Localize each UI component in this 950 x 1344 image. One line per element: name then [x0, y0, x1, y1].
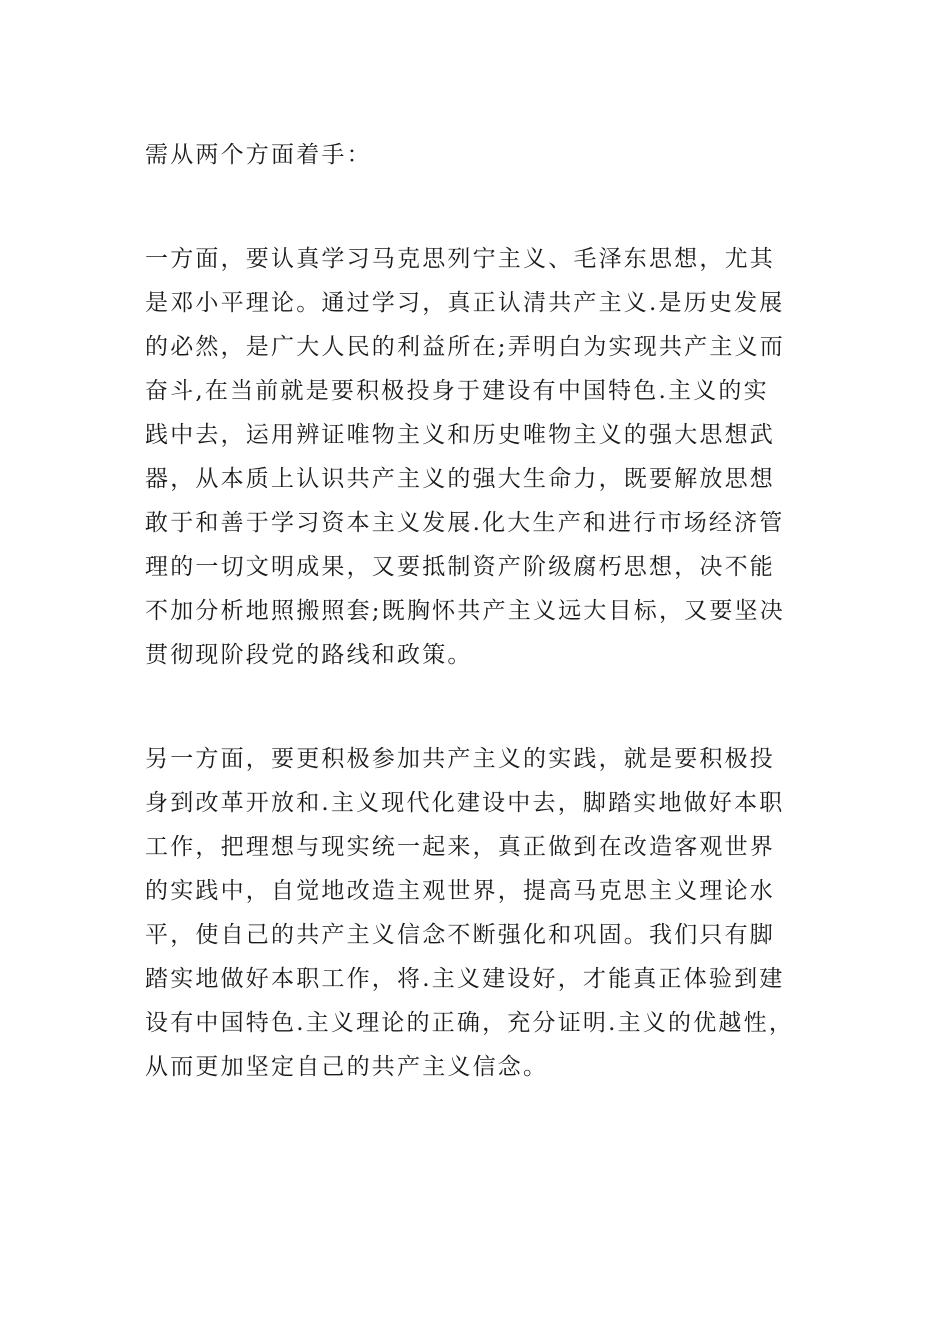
text-line: 贯彻现阶段党的路线和政策。 [145, 642, 473, 668]
paragraph-spacer [145, 177, 810, 237]
text-line: 器，从本质上认识共产主义的强大生命力，既要解放思想 [145, 466, 775, 492]
text-line: 理的一切文明成果，又要抵制资产阶级腐朽思想，决不能 [145, 554, 775, 580]
text-line: 不加分析地照搬照套;既胸怀共产主义远大目标，又要坚决 [145, 598, 785, 624]
text-line: 平，使自己的共产主义信念不断强化和巩固。我们只有脚 [145, 922, 775, 948]
paragraph-spacer [145, 677, 810, 737]
text-line: 另一方面，要更积极参加共产主义的实践，就是要积极投 [145, 746, 775, 772]
text-line: 需从两个方面着手： [145, 142, 372, 168]
paragraph-one [145, 237, 810, 677]
document-body [145, 133, 810, 1089]
text-line: 的实践中，自觉地改造主观世界，提高马克思主义理论水 [145, 878, 775, 904]
text-line: 一方面，要认真学习马克思列宁主义、毛泽东思想，尤其 [145, 246, 775, 272]
text-line: 从而更加坚定自己的共产主义信念。 [145, 1054, 549, 1080]
text-line: 的必然，是广大人民的利益所在;弄明白为实现共产主义而 [145, 334, 785, 360]
paragraph-two [145, 737, 810, 1089]
text-line: 奋斗,在当前就是要积极投身于建设有中国特色.主义的实 [145, 378, 769, 404]
text-line: 工作，把理想与现实统一起来，真正做到在改造客观世界 [145, 834, 775, 860]
text-line: 身到改革开放和.主义现代化建设中去，脚踏实地做好本职 [145, 790, 785, 816]
intro-paragraph [145, 133, 810, 177]
text-line: 踏实地做好本职工作，将.主义建设好，才能真正体验到建 [145, 966, 785, 992]
text-line: 敢于和善于学习资本主义发展.化大生产和进行市场经济管 [145, 510, 785, 536]
text-line: 践中去，运用辨证唯物主义和历史唯物主义的强大思想武 [145, 422, 775, 448]
text-line: 设有中国特色.主义理论的正确，充分证明.主义的优越性， [145, 1010, 795, 1036]
text-line: 是邓小平理论。通过学习，真正认清共产主义.是历史发展 [145, 290, 785, 316]
